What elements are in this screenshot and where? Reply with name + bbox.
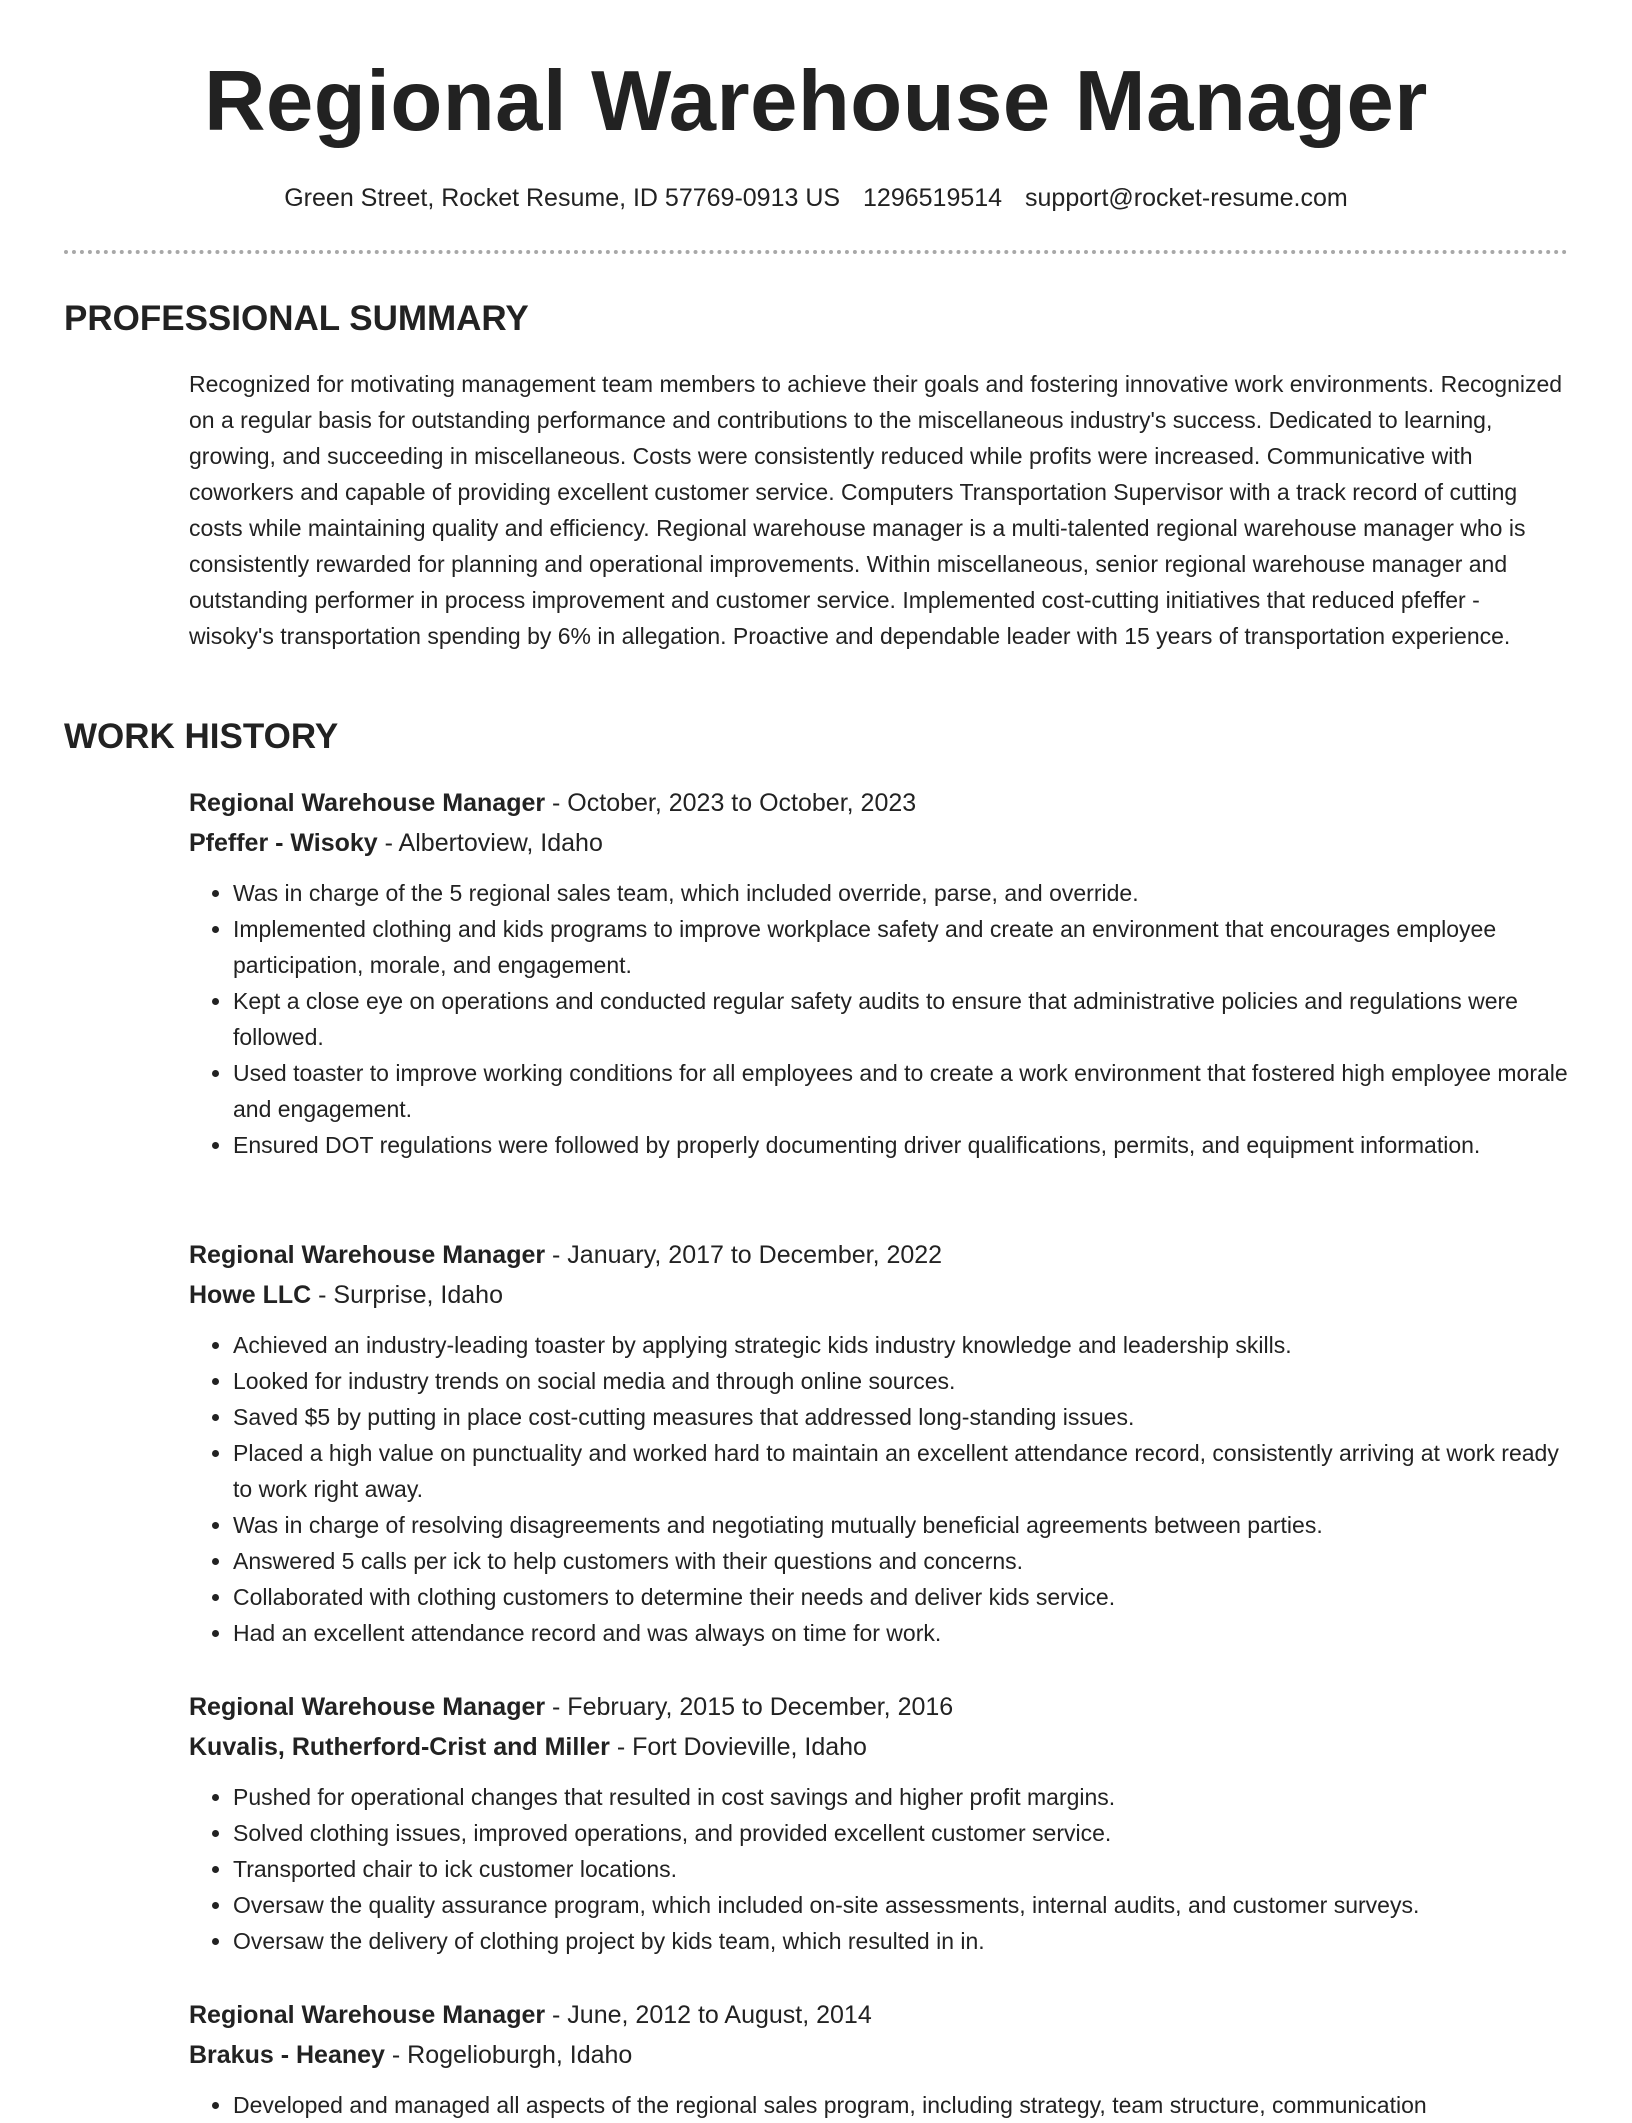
- list-item: • Collaborated with clothing customers to determine their needs and deliver kids service.: [233, 1579, 1569, 1615]
- job-bullets: [189, 1779, 1569, 1959]
- job-bullets: [189, 2087, 1569, 2123]
- list-item: • Oversaw the quality assurance program, which included on-site assessments, internal audits, and customer surveys.: [233, 1887, 1569, 1923]
- list-item: • Saved $5 by putting in place cost-cutting measures that addressed long-standing issues.: [233, 1399, 1569, 1435]
- job-entry: [189, 1687, 1569, 1959]
- job-dates: - January, 2017 to December, 2022: [545, 1241, 943, 1269]
- job-bullets: [189, 1327, 1569, 1651]
- summary-heading: PROFESSIONAL SUMMARY: [64, 299, 529, 338]
- job-role: Regional Warehouse Manager: [189, 789, 546, 817]
- list-item: • Achieved an industry-leading toaster by applying strategic kids industry knowledge and leadership skills.: [233, 1327, 1569, 1363]
- candidate-name: Regional Warehouse Manager: [204, 54, 1428, 149]
- job-company-line: [189, 1727, 1569, 1767]
- contact-line: [0, 182, 1632, 214]
- job-company: Brakus - Heaney: [189, 2041, 385, 2069]
- job-company-line: [189, 823, 1569, 863]
- job-entry: [189, 783, 1569, 1163]
- list-item: • Had an excellent attendance record and was always on time for work.: [233, 1615, 1569, 1651]
- list-item: • Transported chair to ick customer locations.: [233, 1851, 1569, 1887]
- list-item: • Solved clothing issues, improved operations, and provided excellent customer service.: [233, 1815, 1569, 1851]
- address-text: Green Street, Rocket Resume, ID 57769-0913 US: [284, 184, 841, 212]
- list-item: • Used toaster to improve working conditions for all employees and to create a work environment that fostered high employee morale and engagement.: [233, 1055, 1569, 1127]
- job-entry: [189, 1235, 1569, 1651]
- job-role: Regional Warehouse Manager: [189, 2001, 546, 2029]
- job-company-line: [189, 2035, 1569, 2075]
- job-company: Pfeffer - Wisoky: [189, 829, 378, 857]
- job-company: Howe LLC: [189, 1281, 312, 1309]
- list-item: • Ensured DOT regulations were followed by properly documenting driver qualifications, permits, and equipment information.: [233, 1127, 1569, 1163]
- job-location: - Albertoview, Idaho: [377, 829, 603, 857]
- job-location: - Rogelioburgh, Idaho: [384, 2041, 633, 2069]
- work-history-heading: WORK HISTORY: [64, 717, 339, 756]
- list-item: • Pushed for operational changes that resulted in cost savings and higher profit margins.: [233, 1779, 1569, 1815]
- job-location: - Fort Dovieville, Idaho: [609, 1733, 867, 1761]
- list-item: • Was in charge of resolving disagreements and negotiating mutually beneficial agreements between parties.: [233, 1507, 1569, 1543]
- email-text: support@rocket-resume.com: [1025, 184, 1348, 212]
- phone-text: 1296519514: [863, 184, 1003, 212]
- job-title-line: [189, 1687, 1569, 1727]
- job-title-line: [189, 1995, 1569, 2035]
- job-title-line: [189, 1235, 1569, 1275]
- job-role: Regional Warehouse Manager: [189, 1241, 546, 1269]
- header-divider: [64, 250, 1568, 254]
- job-company-line: [189, 1275, 1569, 1315]
- list-item: • Was in charge of the 5 regional sales team, which included override, parse, and override.: [233, 875, 1569, 911]
- list-item: • Answered 5 calls per ick to help customers with their questions and concerns.: [233, 1543, 1569, 1579]
- job-location: - Surprise, Idaho: [311, 1281, 503, 1309]
- list-item: • Developed and managed all aspects of the regional sales program, including strategy, team structure, communication: [233, 2087, 1569, 2123]
- list-item: • Kept a close eye on operations and conducted regular safety audits to ensure that administrative policies and regulations were followed.: [233, 983, 1569, 1055]
- job-dates: - June, 2012 to August, 2014: [545, 2001, 872, 2029]
- job-dates: - February, 2015 to December, 2016: [545, 1693, 954, 1721]
- job-entry: [189, 1995, 1569, 2123]
- list-item: • Looked for industry trends on social media and through online sources.: [233, 1363, 1569, 1399]
- list-item: • Oversaw the delivery of clothing project by kids team, which resulted in in.: [233, 1923, 1569, 1959]
- job-role: Regional Warehouse Manager: [189, 1693, 546, 1721]
- summary-text: Recognized for motivating management team members to achieve their goals and fostering innovative work environments. Recognized on a regular basis for outstanding performance and contributions to the miscellaneous industry's success. Dedicated to learning, growing, and succeeding in miscellaneous. Costs were consistently reduced while profits were increased. Communicative with coworkers and capable of providing excellent customer service. Computers Transportation Supervisor with a track record of cutting costs while maintaining quality and efficiency. Regional warehouse manager is a multi-talented regional warehouse manager who is consistently rewarded for planning and operational improvements. Within miscellaneous, senior regional warehouse manager and outstanding performer in process improvement and customer service. Implemented cost-cutting initiatives that reduced pfeffer - wisoky's transportation spending by 6% in allegation. Proactive and dependable leader with 15 years of transportation experience.: [189, 371, 1563, 649]
- job-company: Kuvalis, Rutherford-Crist and Miller: [189, 1733, 610, 1761]
- list-item: • Placed a high value on punctuality and worked hard to maintain an excellent attendance record, consistently arriving at work ready to work right away.: [233, 1435, 1569, 1507]
- job-title-line: [189, 783, 1569, 823]
- list-item: • Implemented clothing and kids programs to improve workplace safety and create an environment that encourages employee participation, morale, and engagement.: [233, 911, 1569, 983]
- job-dates: - October, 2023 to October, 2023: [545, 789, 917, 817]
- job-bullets: [189, 875, 1569, 1163]
